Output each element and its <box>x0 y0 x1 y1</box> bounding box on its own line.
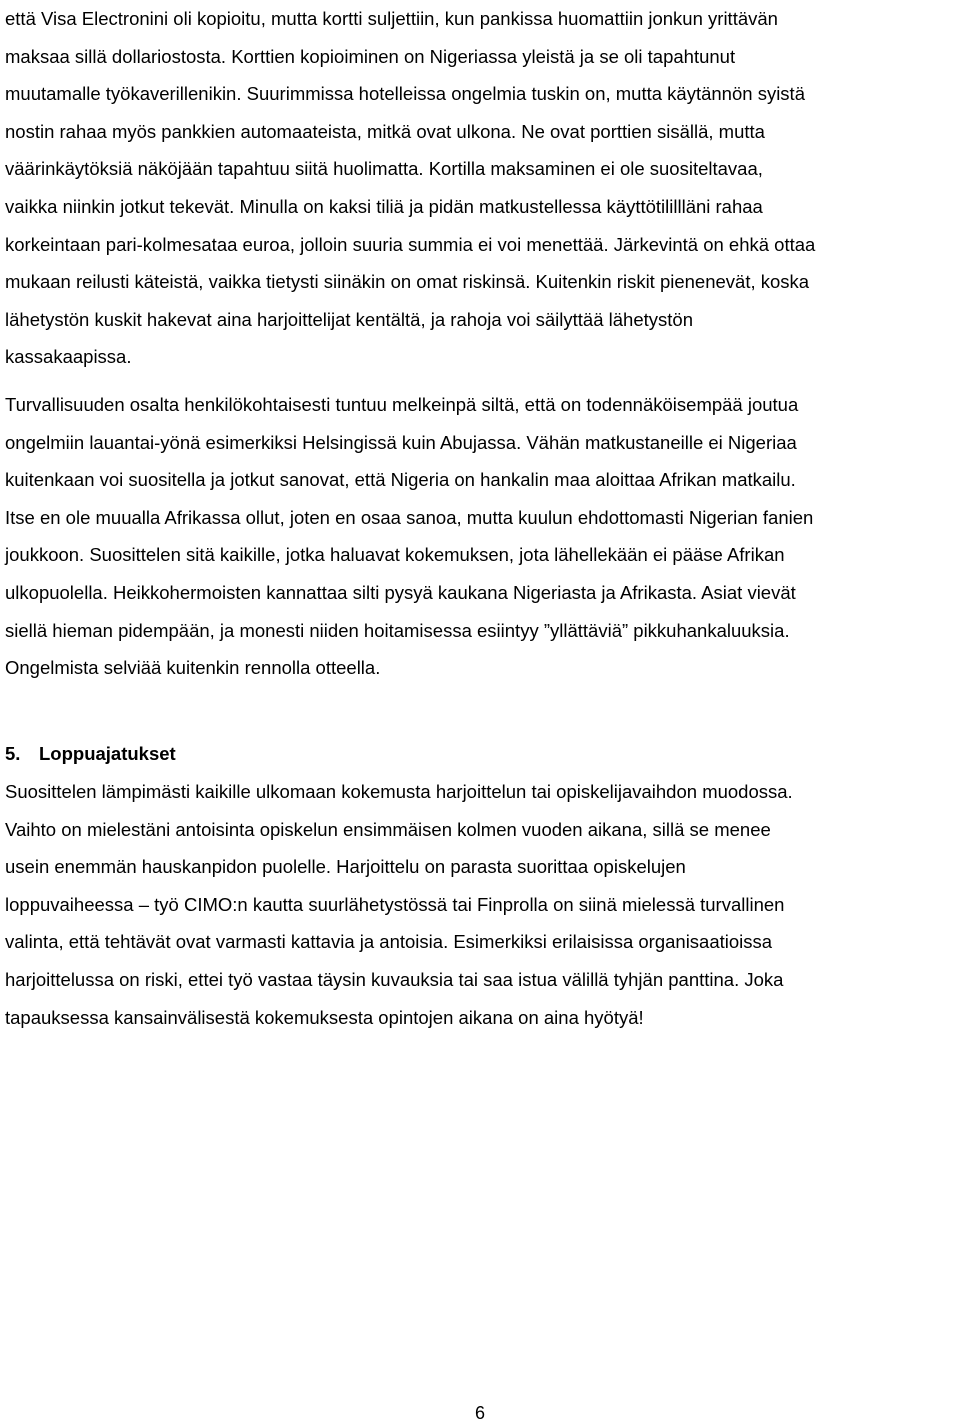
text-line: loppuvaiheessa – työ CIMO:n kautta suurlähetystössä tai Finprolla on siinä mielessä turvallinen <box>5 893 785 915</box>
text-line: Ongelmista selviää kuitenkin rennolla otteella. <box>5 657 381 679</box>
paragraph-2 <box>5 386 960 687</box>
paragraph-1 <box>5 0 960 376</box>
text-line: Itse en ole muualla Afrikassa ollut, joten en osaa sanoa, mutta kuulun ehdottomasti Nigerian fanien <box>5 506 814 528</box>
text-line: mukaan reilusti käteistä, vaikka tietysti siinäkin on omat riskinsä. Kuitenkin riskit pienenevät, koska <box>5 271 810 293</box>
text-line: kassakaapissa. <box>5 346 132 368</box>
text-line: ulkopuolella. Heikkohermoisten kannattaa silti pysyä kaukana Nigeriasta ja Afrikasta. Asiat vievät <box>5 581 796 603</box>
text-line: väärinkäytöksiä näköjään tapahtuu siitä huolimatta. Kortilla maksaminen ei ole suositeltavaa, <box>5 158 763 180</box>
section-number: 5. <box>5 743 21 764</box>
text-line: valinta, että tehtävät ovat varmasti kattavia ja antoisia. Esimerkiksi erilaisissa organisaatioissa <box>5 931 773 953</box>
paragraph-3 <box>5 773 960 1036</box>
text-line: Turvallisuuden osalta henkilökohtaisesti tuntuu melkeinpä siltä, että on todennäköisempää joutua <box>5 394 799 415</box>
text-line: Vaihto on mielestäni antoisinta opiskelun ensimmäisen kolmen vuoden aikana, sillä se menee <box>5 818 771 840</box>
text-line: harjoittelussa on riski, ettei työ vastaa täysin kuvauksia tai saa istua välillä tyhjän panttina. Joka <box>5 968 784 990</box>
section-heading <box>5 735 176 773</box>
section-title: Loppuajatukset <box>39 743 176 764</box>
text-line: että Visa Electronini oli kopioitu, mutta kortti suljettiin, kun pankissa huomattiin jonkun yrittävän <box>5 8 778 29</box>
page-number: 6 <box>474 1403 485 1423</box>
text-line: joukkoon. Suosittelen sitä kaikille, jotka haluavat kokemuksen, jota lähellekään ei pääse Afrikan <box>5 544 785 566</box>
text-line: siellä hieman pidempään, ja monesti niiden hoitamisessa esiintyy ”yllättäviä” pikkuhankaluuksia. <box>5 619 790 641</box>
text-line: muutamalle työkaverillenikin. Suurimmissa hotelleissa ongelmia tuskin on, mutta käytännön syistä <box>5 83 805 105</box>
text-line: maksaa sillä dollariostosta. Korttien kopioiminen on Nigeriassa yleistä ja se oli tapahtunut <box>5 45 736 67</box>
text-line: kuitenkaan voi suositella ja jotkut sanovat, että Nigeria on hankalin maa aloittaa Afrikan matkailu. <box>5 469 796 491</box>
text-line: tapauksessa kansainvälisestä kokemuksesta opintojen aikana on aina hyötyä! <box>5 1006 644 1028</box>
text-line: ongelmiin lauantai-yönä esimerkiksi Helsingissä kuin Abujassa. Vähän matkustaneille ei Nigeriaa <box>5 431 797 453</box>
text-line: usein enemmän hauskanpidon puolelle. Harjoittelu on parasta suorittaa opiskelujen <box>5 856 686 878</box>
text-line: Suosittelen lämpimästi kaikille ulkomaan kokemusta harjoittelun tai opiskelijavaihdon muodossa. <box>5 781 793 802</box>
text-line: vaikka niinkin jotkut tekevät. Minulla on kaksi tiliä ja pidän matkustellessa käyttötilillläni rahaa <box>5 195 763 217</box>
text-line: nostin rahaa myös pankkien automaateista, mitkä ovat ulkona. Ne ovat porttien sisällä, mutta <box>5 120 765 142</box>
text-line: korkeintaan pari-kolmesataa euroa, jolloin suuria summia ei voi menettää. Järkevintä on ehkä ottaa <box>5 233 816 255</box>
text-line: lähetystön kuskit hakevat aina harjoittelijat kentältä, ja rahoja voi säilyttää lähetystön <box>5 308 693 330</box>
